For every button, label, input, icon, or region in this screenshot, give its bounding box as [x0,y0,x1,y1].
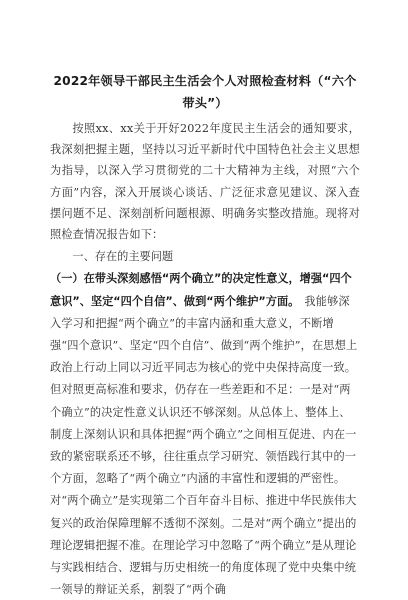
sub-heading: （一）在带头深刻感悟“两个确立”的决定性意义，增强“四个意识”、坚定“四个自信”、做到“两个维护”方面。 [50,272,352,308]
section-heading: 一、存在的主要问题 [72,250,174,264]
document-title: 2022年领导干部民主生活会个人对照检查材料（“六个带头”） [53,74,357,110]
body-paragraph: 我能够深入学习和把握“两个确立”的丰富内涵和重大意义，不断增强“四个意识”、坚定“四个自信”、做到“两个维护”，在思想上政治上行动上同以习近平同志为核心的党中央保持高度一致。但对照更高标准和要求，仍存在一些差距和不足：一是对“两个确立”的决定性意义认识还不够深刻。从总体上、整体上、制度上深刻认识和具体把握“两个确立”之间相互促进、内在一致的紧密联系还不够，往往重点学习研究、领悟践行其中的一个方面，忽略了“两个确立”内涵的丰富性和逻辑的严密性。对“两个确立”是实现第二个百年奋斗目标、推进中华民族伟大复兴的政治保障理解不透彻不深刻。二是对“两个确立”提出的理论逻辑把握不准。在理论学习中忽略了“两个确立”是从理论与实践相结合、逻辑与历史相统一的角度体现了党中央集中统一领导的辩证关系，割裂了“两个确 [50,294,358,597]
intro-paragraph: 按照xx、xx关于开好2022年度民主生活会的通知要求，我深刻把握主题，坚持以习近平新时代中国特色社会主义思想为指导，以深入学习贯彻党的二十大精神为主线，对照“六个方面”内容，深入开展谈心谈话、广泛征求意见建议、深入查摆问题不足、深刻剖析问题根源、明确务实整改措施。现将对照检查情况报告如下： [50,122,360,242]
